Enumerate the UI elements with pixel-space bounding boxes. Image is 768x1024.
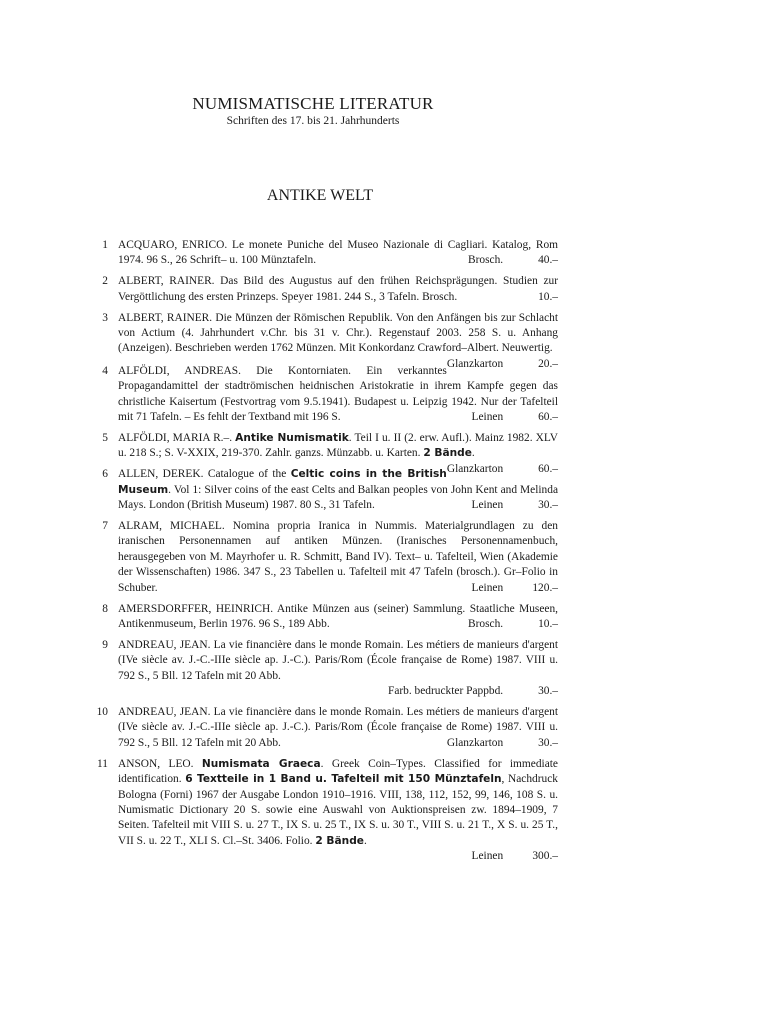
entry-list [90,238,558,870]
entry-volumes-bold: 2 Bände [315,834,364,847]
page-subtitle: Schriften des 17. bis 21. Jahrhunderts [226,115,400,127]
entry-number: 3 [102,311,108,324]
entry-binding: Glanzkarton [446,462,504,475]
entry-price: 30.– [538,685,558,698]
entry-description-part: ALFÖLDI, MARIA R.–. [118,431,233,444]
catalogue-entry [90,311,558,370]
catalogue-entry [90,467,558,513]
entry-number: 2 [102,275,108,288]
entry-volumes-bold: 6 Textteile in 1 Band u. Tafelteil mit 150 Münztafeln [185,773,502,786]
entry-description: ACQUARO, ENRICO. Le monete Puniche del Museo Nazionale di Cagliari. Katalog, Rom 1974. 96 S., 26 Schrift– u. 100 Münztafeln. [118,239,558,267]
entry-price: 40.– [538,254,558,267]
entry-text [118,519,558,596]
entry-description: ANDREAU, JEAN. La vie financière dans le monde Romain. Les métiers de manieurs d'argent (IVe siècle av. J.-C.-IIIe siècle ap. J.-C.). Paris/Rom (École française de Rome) 1987. VIII u. 792 S., 5 Bll. 12 Tafeln mit 20 Abb. [118,705,558,749]
entry-title-bold: Celtic coins in the British Museum [118,468,447,496]
entry-title-bold: Antike Numismatik [235,431,349,444]
entry-description: ALBERT, RAINER. Die Münzen der Römischen Republik. Von den Anfängen bis zur Schlacht von Actium (4. Jahrhundert v.Chr. bis 31 v. Chr.). Regenstauf 2003. 258 S. u. Anhang (Anzeigen). Beschrieben werden 1762 Münzen. Mit Konkordanz Crawford–Albert. Neuwertig. [118,311,558,355]
entry-text [118,757,558,849]
entry-number: 6 [102,468,108,481]
entry-description: ANDREAU, JEAN. La vie financière dans le monde Romain. Les métiers de manieurs d'argent (IVe siècle av. J.-C.-IIIe siècle ap. J.-C.). Paris/Rom (École française de Rome) 1987. VIII u. 792 S., 5 Bll. 12 Tafeln mit 20 Abb. [118,638,558,682]
entry-price-line [118,684,558,699]
entry-text [118,638,558,684]
entry-price: 300.– [532,850,558,863]
entry-price-line [468,617,558,632]
entry-description-part: , Nachdruck Bologna (Forni) 1967 der Ausgabe London 1910–1916. VIII, 138, 112, 152, 99, 146, 108 S. u. Numismatic Dictionary 20 S. sowie eine Auswahl von Auktionspreisen zw. 1894–1909, 7 Seiten. Tafelteil mit VIII S. u. 27 T., IX S. u. 25 T., IX S. u. 30 T., VIII S. u. 21 T., X S. u. 25 T., VII S. u. 22 T., XLI S. Cl.–St. 3406. Folio. [118,773,558,847]
entry-price-line [118,849,558,864]
entry-price: 120.– [532,581,558,594]
catalogue-entry [90,602,558,633]
entry-text [118,467,558,513]
entry-text [118,705,558,751]
entry-binding: Leinen [471,411,504,424]
entry-text [118,311,558,370]
entry-number: 5 [102,431,108,444]
entry-number: 7 [102,520,108,532]
entry-price-line [472,498,558,513]
entry-binding: Brosch. [468,254,504,267]
page-title: NUMISMATISCHE LITERATUR [192,94,434,113]
entry-number: 8 [102,602,108,615]
entry-description-part: ANSON, LEO. [118,757,194,770]
entry-description-part: . Greek Coin–Types. Classified for immediate identification. [118,757,558,786]
section-title: ANTIKE WELT [266,187,374,204]
entry-price: 10.– [538,290,558,303]
catalogue-entry [90,519,558,596]
entry-description: ALFÖLDI, ANDREAS. Die Kontorniaten. Ein verkanntes Propagandamittel der stadtrömischen heidnischen Aristokratie in ihrem Kampfe gegen das christliche Kaisertum (Festvortrag vom 9.5.1941). Budapest u. Leipzig 1942. Nur der Tafelteil mit 71 Tafeln. – Es fehlt der Textband mit 196 S. [118,364,558,424]
entry-text [118,364,558,426]
entry-binding: Brosch. [468,617,504,630]
entry-number: 4 [102,364,108,377]
catalogue-entry [90,705,558,751]
entry-binding: Glanzkarton [446,736,504,749]
catalogue-entry [90,364,558,426]
entry-number: 1 [102,239,108,251]
entry-price: 60.– [538,462,558,475]
page-header [0,94,626,127]
entry-title-bold: Numismata Graeca [201,757,321,770]
entry-price-line [468,253,558,268]
entry-binding: Leinen [471,499,504,512]
catalogue-entry [90,274,558,305]
entry-binding: Leinen [471,850,504,863]
entry-price: 60.– [538,411,558,424]
entry-price-line [516,290,558,305]
entry-binding: Leinen [471,581,504,594]
entry-description: AMERSDORFFER, HEINRICH. Antike Münzen aus (seiner) Sammlung. Staatliche Museen, Antikenmuseum, Berlin 1976. 96 S., 189 Abb. [118,602,558,630]
entry-description-part: . Teil I u. II (2. erw. Aufl.). Mainz 1982. XLV u. 218 S.; S. V-XXIX, 219-370. Zahlr. ganzs. Münzabb. u. Karten. [118,431,558,460]
entry-price: 30.– [538,736,558,749]
entry-text [118,602,558,633]
entry-description: ALBERT, RAINER. Das Bild des Augustus auf den frühen Reichsprägungen. Studien zur Vergöttlichung des ersten Prinzeps. Speyer 1981. 244 S., 3 Tafeln. Brosch. [118,275,558,303]
entry-volumes-bold: 2 Bände [423,447,472,460]
entry-price-line [472,581,558,596]
entry-price-line [447,736,558,751]
entry-description-part: ALLEN, DEREK. Catalogue of the [118,468,287,481]
entry-description-part: . [471,447,475,460]
entry-binding: Farb. bedruckter Pappbd. [387,685,504,698]
catalogue-entry [90,757,558,865]
entry-description: ALRAM, MICHAEL. Nomina propria Iranica in Nummis. Materialgrundlagen zu den iranischen Personennamen auf antiken Münzen. (Iranisches Personennamenbuch, herausgegeben von M. Mayrhofer u. R. Schmitt, Band IV). Text– u. Tafelteil, Wien (Akademie der Wissenschaften) 1986. 347 S., 23 Tabellen u. Tafelteil mit 47 Tafeln (brosch.). Gr–Folio in Schuber. [118,520,558,594]
entry-description-part: . [363,834,367,847]
entry-binding: Glanzkarton [446,357,504,370]
entry-description-part: . Vol 1: Silver coins of the east Celts and Balkan peoples von John Kent and Melinda Mays. London (British Museum) 1987. 80 S., 31 Tafeln. [118,483,558,512]
entry-price: 30.– [538,499,558,512]
catalogue-entry [90,638,558,700]
entry-text [118,274,558,305]
entry-price: 20.– [538,357,558,370]
entry-text [118,238,558,269]
entry-price-line [472,410,558,425]
entry-price: 10.– [538,617,558,630]
entry-number: 11 [97,757,108,770]
entry-number: 10 [96,705,108,718]
catalogue-entry [90,238,558,269]
entry-number: 9 [102,638,108,651]
